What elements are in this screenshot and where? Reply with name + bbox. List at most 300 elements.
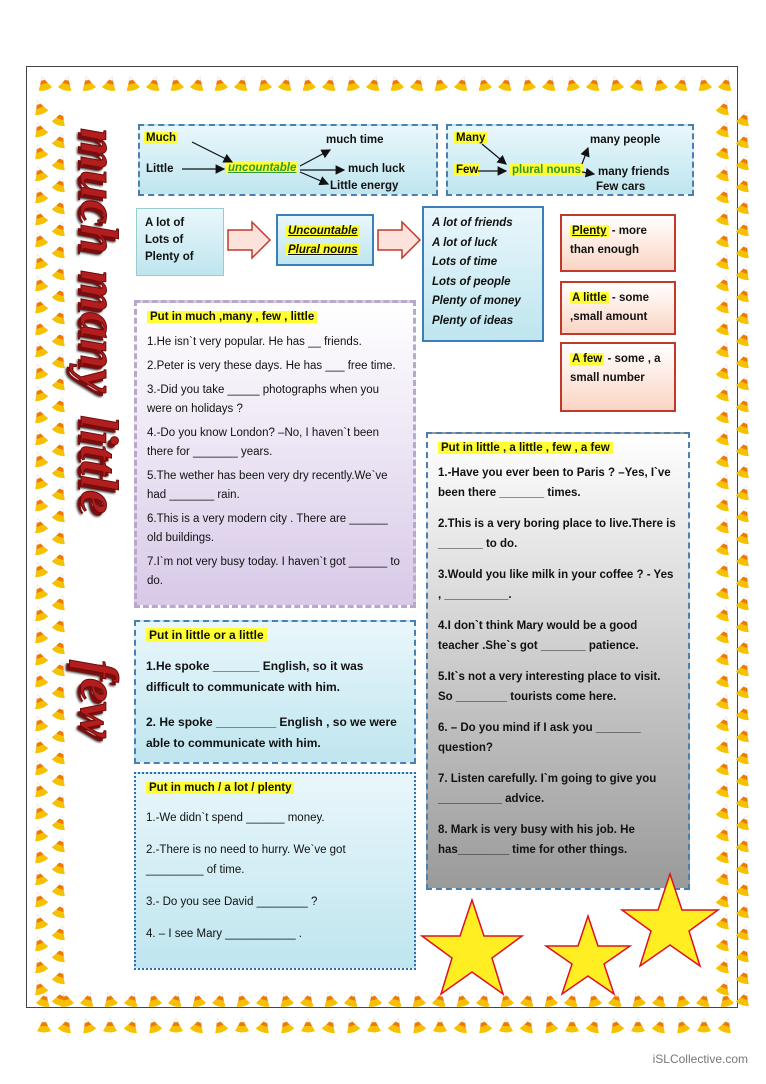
candy-corn-icon bbox=[51, 153, 69, 171]
candy-corn-icon bbox=[31, 450, 49, 468]
candy-corn-icon bbox=[321, 990, 338, 1008]
output-little-energy: Little energy bbox=[330, 180, 399, 192]
example-item: Plenty of money bbox=[432, 295, 521, 307]
candy-corn-icon bbox=[735, 131, 753, 149]
candy-corn-icon bbox=[607, 1016, 625, 1034]
candy-corn-icon bbox=[51, 857, 69, 875]
candy-corn-icon bbox=[189, 1016, 207, 1034]
diagram-arrows bbox=[140, 126, 436, 194]
candy-corn-icon bbox=[51, 571, 69, 589]
candy-corn-icon bbox=[715, 560, 733, 578]
candy-corn-icon bbox=[715, 736, 733, 754]
candy-corn-icon bbox=[51, 395, 69, 413]
candy-corn-icon bbox=[51, 835, 69, 853]
candy-corn-icon bbox=[735, 263, 753, 281]
definition-term: A little bbox=[572, 292, 607, 304]
candy-corn-icon bbox=[498, 74, 515, 92]
candy-corn-icon bbox=[735, 285, 753, 303]
alot-box bbox=[136, 208, 224, 276]
alot-of: A lot of bbox=[145, 217, 185, 229]
candy-corn-icon bbox=[321, 1016, 339, 1034]
output-much-luck: much luck bbox=[348, 163, 405, 175]
candy-corn-icon bbox=[79, 74, 96, 92]
star-icon bbox=[422, 900, 522, 994]
candy-corn-icon bbox=[735, 923, 753, 941]
candy-corn-icon bbox=[51, 483, 69, 501]
candy-corn-icon bbox=[454, 74, 471, 92]
candy-corn-icon bbox=[735, 549, 753, 567]
candy-corn-icon bbox=[607, 74, 624, 92]
candy-corn-icon bbox=[735, 505, 753, 523]
candy-corn-icon bbox=[277, 1016, 295, 1034]
candy-corn-icon bbox=[37, 1018, 51, 1033]
many-label: Many bbox=[456, 132, 486, 144]
definition-term: A few bbox=[572, 353, 603, 365]
candy-corn-icon bbox=[715, 120, 733, 138]
candy-corn-icon bbox=[31, 736, 49, 754]
candy-corn-icon bbox=[103, 1018, 117, 1033]
candy-corn-icon bbox=[31, 560, 49, 578]
candy-corn-icon bbox=[277, 990, 294, 1008]
candy-corn-icon bbox=[51, 439, 69, 457]
candy-corn-icon bbox=[715, 142, 733, 160]
candy-corn-icon bbox=[31, 516, 49, 534]
candy-corn-icon bbox=[31, 252, 49, 270]
candy-corn-icon bbox=[123, 1016, 141, 1034]
candy-corn-icon bbox=[431, 74, 448, 92]
candy-corn-icon bbox=[51, 109, 69, 127]
candy-corn-icon bbox=[715, 186, 733, 204]
exercise-1 bbox=[134, 300, 416, 608]
uncountable-type: Uncountable bbox=[288, 225, 358, 237]
candy-corn-icon bbox=[366, 74, 383, 92]
candy-corn-icon bbox=[31, 428, 49, 446]
exercise-1-item: 2.Peter is very these days. He has ___ free time. bbox=[147, 360, 396, 372]
candy-corn-icon bbox=[343, 1016, 361, 1034]
candy-corn-icon bbox=[630, 74, 647, 92]
candy-corn-icon bbox=[715, 692, 733, 710]
plural-nouns-label: plural nouns bbox=[512, 164, 581, 176]
candy-corn-icon bbox=[51, 659, 69, 677]
wordart-many: many bbox=[69, 270, 129, 394]
candy-corn-icon bbox=[51, 527, 69, 545]
candy-corn-icon bbox=[715, 362, 733, 380]
candy-corn-icon bbox=[51, 769, 69, 787]
candy-corn-icon bbox=[735, 615, 753, 633]
candy-corn-icon bbox=[57, 1016, 75, 1034]
site-watermark: iSLCollective.com bbox=[652, 1052, 748, 1066]
exercise-3-item: 4. – I see Mary ___________ . bbox=[146, 928, 302, 940]
candy-corn-icon bbox=[735, 527, 753, 545]
candy-corn-icon bbox=[715, 450, 733, 468]
wordart-much: much bbox=[69, 128, 129, 255]
candy-corn-icon bbox=[31, 648, 49, 666]
candy-corn-icon bbox=[211, 74, 228, 92]
diagram-arrows-right bbox=[448, 126, 692, 194]
candy-corn-icon bbox=[31, 780, 49, 798]
wordart-little: little bbox=[69, 415, 129, 514]
candy-corn-icon bbox=[715, 626, 733, 644]
candy-corn-icon bbox=[51, 505, 69, 523]
candy-corn-icon bbox=[735, 241, 753, 259]
candy-corn-icon bbox=[123, 74, 140, 92]
few-label: Few bbox=[456, 164, 479, 176]
candy-corn-icon bbox=[301, 1018, 315, 1033]
candy-corn-icon bbox=[433, 1018, 447, 1033]
candy-corn-icon bbox=[31, 604, 49, 622]
candy-corn-icon bbox=[31, 890, 49, 908]
candy-corn-icon bbox=[735, 769, 753, 787]
candy-corn-icon bbox=[31, 208, 49, 226]
candy-corn-icon bbox=[51, 241, 69, 259]
candy-corn-icon bbox=[715, 296, 733, 314]
candy-corn-icon bbox=[715, 318, 733, 336]
output-much-time: much time bbox=[326, 134, 384, 146]
example-item: A lot of luck bbox=[432, 236, 498, 249]
little-label: Little bbox=[146, 163, 174, 175]
candy-corn-icon bbox=[715, 758, 733, 776]
candy-corn-icon bbox=[31, 120, 49, 138]
candy-corn-icon bbox=[735, 439, 753, 457]
candy-corn-icon bbox=[51, 461, 69, 479]
candy-corn-icon bbox=[51, 967, 69, 985]
candy-corn-icon bbox=[51, 329, 69, 347]
candy-corn-icon bbox=[674, 74, 691, 92]
noun-types-box bbox=[276, 214, 374, 266]
candy-corn-icon bbox=[51, 901, 69, 919]
example-item: Lots of people bbox=[432, 275, 511, 288]
exercise-1-item: 5.The wether has been very dry recently.We`ve had _______ rain. bbox=[147, 470, 388, 501]
candy-corn-icon bbox=[715, 846, 733, 864]
candy-corn-icon bbox=[101, 990, 118, 1008]
candy-corn-icon bbox=[475, 74, 492, 92]
candy-corn-icon bbox=[31, 186, 49, 204]
lots-of: Lots of bbox=[145, 234, 184, 246]
candy-corn-icon bbox=[31, 868, 49, 886]
candy-corn-icon bbox=[31, 758, 49, 776]
candy-corn-icon bbox=[31, 142, 49, 160]
arrow-right-1 bbox=[226, 220, 272, 260]
candy-corn-icon bbox=[31, 340, 49, 358]
star-icon bbox=[546, 916, 630, 994]
uncountable-label: uncountable bbox=[228, 162, 297, 174]
candy-corn-icon bbox=[51, 725, 69, 743]
candy-corn-icon bbox=[255, 74, 272, 92]
candy-corn-icon bbox=[735, 857, 753, 875]
stars-decoration bbox=[420, 870, 730, 1010]
candy-corn-icon bbox=[51, 813, 69, 831]
candy-corn-icon bbox=[735, 747, 753, 765]
plural-type: Plural nouns bbox=[288, 244, 358, 256]
candy-corn-icon bbox=[715, 648, 733, 666]
candy-corn-icon bbox=[51, 791, 69, 809]
exercise-3-item: 1.-We didn`t spend ______ money. bbox=[146, 812, 325, 824]
output-few-cars: Few cars bbox=[596, 181, 646, 193]
candy-corn-icon bbox=[541, 1016, 559, 1034]
candy-corn-icon bbox=[735, 307, 753, 325]
candy-corn-icon bbox=[124, 990, 141, 1008]
candy-corn-icon bbox=[651, 74, 668, 92]
candy-corn-icon bbox=[31, 714, 49, 732]
example-item: Plenty of ideas bbox=[432, 314, 514, 327]
candy-corn-icon bbox=[31, 670, 49, 688]
candy-corn-icon bbox=[735, 813, 753, 831]
candy-corn-icon bbox=[735, 109, 753, 127]
exercise-4-item: 1.-Have you ever been to Paris ? –Yes, I`ve been there _______ times. bbox=[438, 467, 671, 499]
candy-corn-icon bbox=[388, 990, 405, 1008]
candy-corn-icon bbox=[51, 945, 69, 963]
candy-corn-icon bbox=[715, 824, 733, 842]
candy-corn-icon bbox=[735, 395, 753, 413]
candy-corn-icon bbox=[31, 846, 49, 864]
candy-corn-icon bbox=[631, 1018, 645, 1033]
definition-term: Plenty bbox=[572, 225, 607, 237]
candy-corn-icon bbox=[715, 252, 733, 270]
candy-corn-icon bbox=[51, 681, 69, 699]
candy-corn-icon bbox=[31, 296, 49, 314]
exercise-3-item: 3.- Do you see David ________ ? bbox=[146, 896, 318, 908]
candy-corn-icon bbox=[145, 1016, 163, 1034]
exercise-4-item: 7. Listen carefully. I`m going to give you __________ advice. bbox=[438, 773, 657, 805]
candy-corn-icon bbox=[344, 990, 361, 1008]
candy-corn-icon bbox=[735, 461, 753, 479]
candy-corn-icon bbox=[212, 990, 229, 1008]
output-many-people: many people bbox=[590, 134, 661, 146]
definition-text: - more than enough bbox=[570, 225, 647, 256]
candy-corn-icon bbox=[410, 74, 427, 92]
candy-corn-icon bbox=[31, 98, 49, 116]
candy-corn-icon bbox=[51, 703, 69, 721]
candy-corn-icon bbox=[51, 615, 69, 633]
candy-corn-icon bbox=[367, 1018, 381, 1033]
candy-corn-icon bbox=[735, 483, 753, 501]
candy-corn-icon bbox=[542, 74, 559, 92]
candy-corn-icon bbox=[695, 74, 712, 92]
candy-corn-icon bbox=[735, 373, 753, 391]
exercise-1-title: Put in much ,many , few , little bbox=[147, 311, 317, 323]
candy-corn-icon bbox=[585, 1016, 603, 1034]
exercise-2-title: Put in little or a little bbox=[146, 628, 267, 642]
candy-corn-icon bbox=[715, 274, 733, 292]
exercise-1-item: 6.This is a very modern city . There are ______ old buildings. bbox=[147, 513, 388, 544]
candy-corn-icon bbox=[651, 1016, 669, 1034]
candy-corn-icon bbox=[31, 934, 49, 952]
candy-corn-icon bbox=[31, 824, 49, 842]
definition-a-few bbox=[560, 342, 676, 412]
candy-corn-icon bbox=[409, 1016, 427, 1034]
candy-corn-icon bbox=[211, 1016, 229, 1034]
candy-corn-icon bbox=[51, 285, 69, 303]
candy-corn-icon bbox=[586, 74, 603, 92]
candy-corn-icon bbox=[735, 593, 753, 611]
exercise-4-item: 4.I don`t think Mary would be a good teacher .She`s got _______ patience. bbox=[438, 620, 639, 652]
candy-corn-icon bbox=[717, 1016, 735, 1034]
exercise-4-item: 6. – Do you mind if I ask you _______ question? bbox=[438, 722, 641, 754]
candy-corn-icon bbox=[735, 703, 753, 721]
candy-corn-icon bbox=[735, 835, 753, 853]
exercise-4-item: 2.This is a very boring place to live.There is _______ to do. bbox=[438, 518, 676, 550]
candy-corn-icon bbox=[31, 692, 49, 710]
candy-corn-icon bbox=[31, 472, 49, 490]
candy-corn-icon bbox=[387, 74, 404, 92]
candy-corn-icon bbox=[735, 417, 753, 435]
candy-corn-icon bbox=[51, 351, 69, 369]
exercise-4-title: Put in little , a little , few , a few bbox=[438, 442, 613, 454]
candy-corn-icon bbox=[735, 329, 753, 347]
candy-corn-icon bbox=[58, 74, 75, 92]
candy-corn-icon bbox=[735, 571, 753, 589]
exercise-2-item: 1.He spoke _______ English, so it was difficult to communicate with him. bbox=[146, 659, 364, 694]
candy-corn-icon bbox=[167, 74, 184, 92]
candy-corn-icon bbox=[718, 74, 735, 92]
candy-corn-icon bbox=[102, 74, 119, 92]
candy-corn-icon bbox=[735, 879, 753, 897]
candy-corn-icon bbox=[565, 1018, 579, 1033]
candy-corn-icon bbox=[673, 1016, 691, 1034]
exercise-2 bbox=[134, 620, 416, 764]
candy-corn-icon bbox=[735, 945, 753, 963]
candy-corn-icon bbox=[300, 990, 317, 1008]
candy-corn-icon bbox=[256, 990, 273, 1008]
candy-corn-icon bbox=[697, 1018, 711, 1033]
candy-corn-icon bbox=[51, 549, 69, 567]
candy-corn-icon bbox=[51, 219, 69, 237]
candy-corn-icon bbox=[31, 494, 49, 512]
many-few-diagram bbox=[446, 124, 694, 196]
candy-corn-icon bbox=[35, 74, 52, 92]
candy-corn-icon bbox=[79, 1016, 97, 1034]
definition-plenty bbox=[560, 214, 676, 272]
candy-corn-icon bbox=[146, 74, 163, 92]
exercise-1-item: 1.He isn`t very popular. He has __ friends. bbox=[147, 336, 362, 348]
candy-corn-icon bbox=[735, 791, 753, 809]
candy-corn-icon bbox=[51, 637, 69, 655]
candy-corn-icon bbox=[735, 637, 753, 655]
candy-corn-icon bbox=[735, 659, 753, 677]
candy-corn-icon bbox=[145, 990, 162, 1008]
candy-corn-icon bbox=[365, 990, 382, 1008]
candy-corn-icon bbox=[31, 802, 49, 820]
candy-corn-icon bbox=[387, 1016, 405, 1034]
candy-corn-icon bbox=[51, 307, 69, 325]
candy-corn-icon bbox=[189, 990, 206, 1008]
candy-corn-icon bbox=[31, 956, 49, 974]
candy-corn-icon bbox=[715, 516, 733, 534]
candy-corn-icon bbox=[51, 175, 69, 193]
definition-a-little bbox=[560, 281, 676, 335]
much-label: Much bbox=[146, 132, 177, 144]
candy-corn-icon bbox=[475, 1016, 493, 1034]
candy-corn-icon bbox=[715, 780, 733, 798]
candy-corn-icon bbox=[715, 714, 733, 732]
candy-corn-icon bbox=[715, 494, 733, 512]
candy-corn-icon bbox=[735, 901, 753, 919]
exercise-4-item: 8. Mark is very busy with his job. He has________ time for other things. bbox=[438, 824, 635, 856]
examples-box bbox=[422, 206, 544, 342]
candy-corn-icon bbox=[168, 990, 185, 1008]
candy-corn-icon bbox=[715, 164, 733, 182]
candy-corn-icon bbox=[735, 197, 753, 215]
candy-corn-icon bbox=[715, 428, 733, 446]
candy-corn-icon bbox=[735, 351, 753, 369]
candy-corn-icon bbox=[715, 582, 733, 600]
candy-corn-icon bbox=[715, 384, 733, 402]
candy-corn-icon bbox=[519, 1016, 537, 1034]
candy-corn-icon bbox=[169, 1018, 183, 1033]
candy-corn-icon bbox=[715, 230, 733, 248]
candy-corn-icon bbox=[31, 230, 49, 248]
exercise-4-item: 3.Would you like milk in your coffee ? - Yes , __________. bbox=[438, 569, 674, 601]
candy-corn-icon bbox=[31, 538, 49, 556]
wordart-few: few bbox=[69, 660, 129, 738]
candy-corn-icon bbox=[51, 373, 69, 391]
much-little-diagram bbox=[138, 124, 438, 196]
candy-corn-icon bbox=[234, 74, 251, 92]
output-many-friends: many friends bbox=[598, 166, 670, 178]
candy-corn-icon bbox=[715, 472, 733, 490]
candy-corn-icon bbox=[563, 74, 580, 92]
candy-corn-icon bbox=[278, 74, 295, 92]
candy-corn-icon bbox=[735, 681, 753, 699]
candy-corn-icon bbox=[715, 406, 733, 424]
candy-corn-icon bbox=[715, 604, 733, 622]
exercise-1-item: 3.-Did you take _____ photographs when you were on holidays ? bbox=[147, 384, 380, 415]
candy-corn-icon bbox=[255, 1016, 273, 1034]
candy-corn-icon bbox=[735, 219, 753, 237]
candy-corn-icon bbox=[343, 74, 360, 92]
candy-corn-icon bbox=[31, 274, 49, 292]
candy-corn-icon bbox=[51, 923, 69, 941]
candy-corn-icon bbox=[735, 989, 753, 1007]
candy-corn-icon bbox=[31, 582, 49, 600]
definition-text: - some , a small number bbox=[570, 353, 661, 384]
candy-corn-icon bbox=[715, 340, 733, 358]
exercise-2-item: 2. He spoke _________ English , so we were able to communicate with him. bbox=[146, 715, 397, 750]
candy-corn-icon bbox=[735, 725, 753, 743]
candy-corn-icon bbox=[715, 98, 733, 116]
candy-corn-icon bbox=[735, 153, 753, 171]
candy-corn-icon bbox=[715, 538, 733, 556]
arrow-right-2 bbox=[376, 220, 422, 260]
candy-corn-icon bbox=[51, 263, 69, 281]
example-item: A lot of friends bbox=[432, 217, 513, 229]
candy-corn-icon bbox=[31, 626, 49, 644]
candy-corn-icon bbox=[499, 1018, 513, 1033]
exercise-3-title: Put in much / a lot / plenty bbox=[146, 782, 294, 794]
candy-corn-icon bbox=[453, 1016, 471, 1034]
candy-corn-icon bbox=[190, 74, 207, 92]
candy-corn-icon bbox=[31, 912, 49, 930]
candy-corn-icon bbox=[735, 967, 753, 985]
candy-corn-icon bbox=[51, 417, 69, 435]
exercise-3 bbox=[134, 772, 416, 970]
candy-corn-icon bbox=[51, 879, 69, 897]
candy-corn-icon bbox=[51, 593, 69, 611]
exercise-4 bbox=[426, 432, 690, 890]
exercise-4-item: 5.It`s not a very interesting place to visit. So ________ tourists come here. bbox=[438, 671, 661, 703]
candy-corn-icon bbox=[51, 197, 69, 215]
candy-corn-icon bbox=[715, 208, 733, 226]
candy-corn-icon bbox=[31, 318, 49, 336]
candy-corn-icon bbox=[235, 1018, 249, 1033]
candy-corn-icon bbox=[715, 802, 733, 820]
example-item: Lots of time bbox=[432, 256, 498, 268]
candy-corn-icon bbox=[80, 990, 97, 1008]
exercise-1-item: 4.-Do you know London? –No, I haven`t been there for _______ years. bbox=[147, 427, 380, 458]
candy-corn-icon bbox=[31, 362, 49, 380]
candy-corn-icon bbox=[233, 990, 250, 1008]
candy-corn-icon bbox=[735, 175, 753, 193]
